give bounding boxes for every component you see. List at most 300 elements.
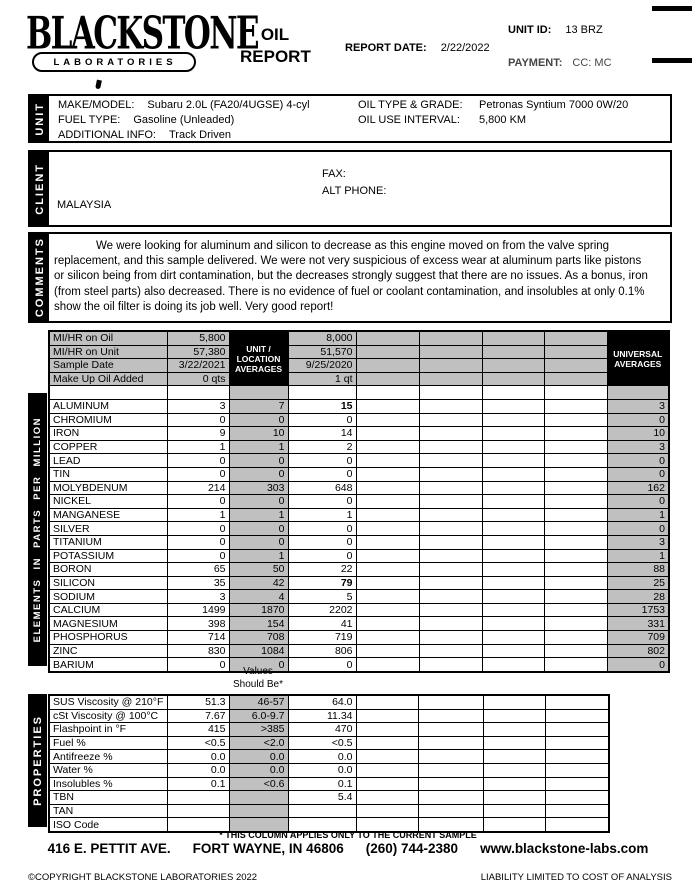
element-name: ZINC [49,644,167,658]
empty-cell [356,454,419,468]
cell-unit-loc-average: 0 [229,467,288,481]
cell-should-be: 0.0 [229,750,288,764]
element-name: TIN [49,467,167,481]
empty-cell [419,658,482,672]
should-be-header [212,666,304,691]
empty-cell [419,644,482,658]
empty-cell [356,427,419,441]
cell-previous: 11.34 [288,709,356,723]
empty-cell [419,495,482,509]
property-row [49,804,609,818]
empty-cell [483,791,545,805]
empty-cell [356,413,419,427]
liability-note: LIABILITY LIMITED TO COST OF ANALYSIS [480,872,672,883]
oil-interval-label: OIL USE INTERVAL: [358,114,460,126]
additional-info-value: Track Driven [169,129,231,141]
empty-cell [419,522,482,536]
cell-current: 714 [167,631,229,645]
empty-cell [356,723,418,737]
phone: (260) 744-2380 [365,841,459,856]
cell-previous: 1 [288,508,356,522]
empty-cell [419,331,482,345]
cell-previous: 806 [288,644,356,658]
empty-cell [418,777,483,791]
empty-cell [419,549,482,563]
cell-current: 1 [167,508,229,522]
property-name: SUS Viscosity @ 210°F [49,695,167,709]
report-date-value: 2/22/2022 [440,42,490,54]
empty-cell [483,750,545,764]
empty-cell [418,723,483,737]
cell-previous: 470 [288,723,356,737]
empty-cell [544,603,607,617]
empty-cell [545,736,609,750]
elements-meta-body [49,331,669,399]
cell-universal-average: 0 [607,413,669,427]
empty-cell [544,576,607,590]
cell-unit-loc-average: 0 [229,658,288,672]
element-name: NICKEL [49,495,167,509]
cell-unit-loc-average: 1 [229,440,288,454]
cell-current: 35 [167,576,229,590]
should-be-line2: Should Be* [232,678,284,690]
element-name: SILICON [49,576,167,590]
cell-previous: 0 [288,658,356,672]
cell-previous: 0 [288,522,356,536]
page-title [240,24,310,68]
empty-cell [482,427,544,441]
empty-cell [482,345,544,359]
empty-cell [544,481,607,495]
cell-universal-average: 28 [607,590,669,604]
element-name: BARIUM [49,658,167,672]
element-row [49,549,669,563]
cell-universal-average: 3 [607,535,669,549]
empty-cell [418,763,483,777]
property-row [49,763,609,777]
property-name: Insolubles % [49,777,167,791]
cell-previous: 15 [288,399,356,413]
empty-cell [544,563,607,577]
property-name: TAN [49,804,167,818]
make-model-label: MAKE/MODEL: [58,99,135,111]
empty-cell [544,508,607,522]
empty-cell [356,522,419,536]
cell-unit-loc-average: 0 [229,535,288,549]
oil-interval-value: 5,800 KM [479,114,527,126]
empty-cell [356,359,419,373]
cell-unit-loc-average: 0 [229,495,288,509]
cell-should-be: <2.0 [229,736,288,750]
element-row [49,644,669,658]
universal-averages-header: UNIVERSAL AVERAGES [607,331,669,386]
element-name: LEAD [49,454,167,468]
empty-cell [544,413,607,427]
cell-previous: 2202 [288,603,356,617]
element-row [49,658,669,672]
property-row [49,777,609,791]
cell-should-be [229,804,288,818]
meta-label: Make Up Oil Added [49,372,167,386]
element-row [49,481,669,495]
unit-fields-left [58,98,310,143]
empty-cell [482,508,544,522]
cell-previous: 719 [288,631,356,645]
element-name: ALUMINUM [49,399,167,413]
should-be-line1: Values [243,666,273,677]
empty-cell [482,399,544,413]
cell-current [167,804,229,818]
element-row [49,413,669,427]
property-row [49,709,609,723]
scan-mark-mid [652,58,692,63]
empty-cell [482,576,544,590]
element-row [49,590,669,604]
empty-cell [544,522,607,536]
cell-current: 214 [167,481,229,495]
cell-previous: 0.1 [288,777,356,791]
cell-previous: 14 [288,427,356,441]
cell-should-be: 6.0-9.7 [229,709,288,723]
empty-cell [419,535,482,549]
blackstone-logo [26,5,258,72]
meta-current: 5,800 [167,331,229,345]
elements-sidebar-label: ELEMENTS IN PARTS PER MILLION [32,416,43,643]
empty-cell [288,386,356,400]
spacer-row [49,386,669,400]
empty-cell [482,331,544,345]
cell-should-be: 46-57 [229,695,288,709]
meta-current: 57,380 [167,345,229,359]
property-row [49,736,609,750]
element-row [49,440,669,454]
property-name: cSt Viscosity @ 100°C [49,709,167,723]
empty-cell [356,563,419,577]
cell-current: 3 [167,399,229,413]
empty-cell [544,467,607,481]
page-title-line2: REPORT [240,47,311,66]
element-row [49,522,669,536]
empty-cell [545,763,609,777]
element-name: BORON [49,563,167,577]
cell-universal-average: 0 [607,522,669,536]
empty-cell [356,467,419,481]
cell-current: 1499 [167,603,229,617]
cell-current: 0 [167,495,229,509]
empty-cell [167,386,229,400]
client-sidebar [30,152,49,225]
empty-cell [419,467,482,481]
empty-cell [544,535,607,549]
comments-text: We were looking for aluminum and silicon to decrease as this engine moved on from the valve spring replacement, and this sample delivered. We were not very suspicious of excess wear at aluminum parts like pistons or silicon being from dirt contamination, but the decreases strongly suggest that there are no issues. As a bonus, iron (from steel parts) also decreased. There is no evidence of fuel or coolant contamination, and insolubles at only 0.1% show the oil filter is doing its job well. Very good report! [54,240,648,313]
cell-current: 9 [167,427,229,441]
cell-previous: 22 [288,563,356,577]
cell-current: 398 [167,617,229,631]
empty-cell [356,631,419,645]
empty-cell [419,590,482,604]
meta-row [49,372,669,386]
client-section [28,150,672,227]
empty-cell [544,331,607,345]
cell-should-be: >385 [229,723,288,737]
cell-unit-loc-average: 154 [229,617,288,631]
empty-cell [356,791,418,805]
empty-cell [607,386,669,400]
empty-cell [544,427,607,441]
empty-cell [356,617,419,631]
address-line [0,841,696,856]
empty-cell [544,359,607,373]
empty-cell [419,454,482,468]
empty-cell [418,804,483,818]
element-name: MAGNESIUM [49,617,167,631]
empty-cell [356,372,419,386]
property-name: Antifreeze % [49,750,167,764]
empty-cell [482,603,544,617]
cell-universal-average: 0 [607,454,669,468]
payment-label: PAYMENT: [508,57,563,69]
cell-universal-average: 331 [607,617,669,631]
cell-previous: 0 [288,535,356,549]
empty-cell [356,777,418,791]
cell-current: 0.0 [167,750,229,764]
unit-fields-right [358,98,628,128]
empty-cell [544,440,607,454]
unit-id [508,24,603,36]
empty-cell [229,386,288,400]
empty-cell [356,695,418,709]
unit-id-value: 13 BRZ [565,24,603,36]
unit-section [28,94,672,143]
meta-previous: 1 qt [288,372,356,386]
empty-cell [544,399,607,413]
cell-current: 0 [167,454,229,468]
empty-cell [482,658,544,672]
cell-unit-loc-average: 1084 [229,644,288,658]
cell-universal-average: 0 [607,495,669,509]
empty-cell [483,723,545,737]
cell-universal-average: 88 [607,563,669,577]
properties-body [49,695,609,832]
element-row [49,454,669,468]
cell-universal-average: 1753 [607,603,669,617]
empty-cell [482,617,544,631]
cell-unit-loc-average: 708 [229,631,288,645]
element-name: CHROMIUM [49,413,167,427]
empty-cell [356,658,419,672]
cell-should-be: <0.6 [229,777,288,791]
empty-cell [356,399,419,413]
empty-cell [482,481,544,495]
element-row [49,535,669,549]
copyright: ©COPYRIGHT BLACKSTONE LABORATORIES 2022 [28,872,258,883]
element-name: COPPER [49,440,167,454]
address-city: FORT WAYNE, IN 46806 [192,841,344,856]
cell-previous: 0 [288,454,356,468]
cell-unit-loc-average: 1 [229,549,288,563]
cell-current: 0.0 [167,763,229,777]
element-name: MANGANESE [49,508,167,522]
cell-previous: 0 [288,413,356,427]
cell-previous: 648 [288,481,356,495]
cell-current: 830 [167,644,229,658]
property-name: Flashpoint in °F [49,723,167,737]
empty-cell [545,709,609,723]
report-date [345,42,490,54]
empty-cell [482,440,544,454]
cell-previous: 79 [288,576,356,590]
empty-cell [418,791,483,805]
cell-unit-loc-average: 303 [229,481,288,495]
cell-current: 0 [167,549,229,563]
cell-previous [288,804,356,818]
empty-cell [356,535,419,549]
cell-unit-loc-average: 0 [229,522,288,536]
empty-cell [356,763,418,777]
empty-cell [483,763,545,777]
cell-previous: 5.4 [288,791,356,805]
empty-cell [419,427,482,441]
empty-cell [356,603,419,617]
element-row [49,427,669,441]
empty-cell [49,386,167,400]
cell-universal-average: 3 [607,399,669,413]
element-name: SILVER [49,522,167,536]
empty-cell [483,736,545,750]
element-name: CALCIUM [49,603,167,617]
cell-current: 0 [167,413,229,427]
cell-unit-loc-average: 0 [229,413,288,427]
meta-label: MI/HR on Oil [49,331,167,345]
empty-cell [356,709,418,723]
comments-sidebar [30,234,49,321]
cell-previous: 41 [288,617,356,631]
unit-sidebar-label: UNIT [33,101,46,136]
empty-cell [482,467,544,481]
cell-universal-average: 3 [607,440,669,454]
empty-cell [482,359,544,373]
empty-cell [483,695,545,709]
empty-cell [545,750,609,764]
properties-table [48,694,610,833]
make-model-value: Subaru 2.0L (FA20/4UGSE) 4-cyl [147,99,310,111]
empty-cell [356,331,419,345]
cell-universal-average: 0 [607,467,669,481]
meta-previous: 8,000 [288,331,356,345]
property-row [49,750,609,764]
property-name: TBN [49,791,167,805]
element-name: SODIUM [49,590,167,604]
empty-cell [482,631,544,645]
cell-previous: 0.0 [288,750,356,764]
elements-table [48,330,670,673]
empty-cell [544,617,607,631]
element-row [49,495,669,509]
cell-previous: 0 [288,467,356,481]
property-row [49,791,609,805]
empty-cell [482,413,544,427]
empty-cell [544,372,607,386]
empty-cell [482,454,544,468]
empty-cell [482,372,544,386]
footnote: * THIS COLUMN APPLIES ONLY TO THE CURRENT SAMPLE [219,830,477,840]
empty-cell [419,372,482,386]
meta-label: Sample Date [49,359,167,373]
cell-unit-loc-average: 10 [229,427,288,441]
address-street: 416 E. PETTIT AVE. [47,841,171,856]
empty-cell [356,495,419,509]
property-name: Fuel % [49,736,167,750]
empty-cell [356,345,419,359]
empty-cell [419,359,482,373]
cell-universal-average: 162 [607,481,669,495]
cell-previous: 64.0 [288,695,356,709]
cell-unit-loc-average: 4 [229,590,288,604]
empty-cell [356,549,419,563]
empty-cell [419,617,482,631]
empty-cell [419,603,482,617]
cell-current: <0.5 [167,736,229,750]
empty-cell [356,750,418,764]
scan-mark-top [652,6,692,11]
cell-universal-average: 10 [607,427,669,441]
empty-cell [544,345,607,359]
empty-cell [418,736,483,750]
empty-cell [419,413,482,427]
cell-unit-loc-average: 7 [229,399,288,413]
empty-cell [482,495,544,509]
cell-universal-average: 0 [607,658,669,672]
empty-cell [356,644,419,658]
meta-current: 3/22/2021 [167,359,229,373]
empty-cell [419,576,482,590]
cell-previous: 2 [288,440,356,454]
empty-cell [544,631,607,645]
report-date-label: REPORT DATE: [345,42,427,54]
comments-sidebar-label: COMMENTS [33,237,46,318]
cell-universal-average: 802 [607,644,669,658]
cell-current: 7.67 [167,709,229,723]
empty-cell [419,563,482,577]
cell-current: 51.3 [167,695,229,709]
cell-should-be [229,791,288,805]
meta-row [49,331,669,345]
cell-current: 3 [167,590,229,604]
payment [508,57,612,69]
cell-current: 1 [167,440,229,454]
empty-cell [545,695,609,709]
element-row [49,508,669,522]
client-contact [322,166,386,200]
empty-cell [356,508,419,522]
empty-cell [356,736,418,750]
empty-cell [545,777,609,791]
empty-cell [419,631,482,645]
element-row [49,576,669,590]
fax-label: FAX: [322,168,346,180]
cell-unit-loc-average: 1870 [229,603,288,617]
cell-previous: 0 [288,495,356,509]
properties-sidebar-label: PROPERTIES [31,715,44,806]
logo-laboratories-oval: LABORATORIES [32,52,196,72]
fuel-type-label: FUEL TYPE: [58,114,121,126]
empty-cell [544,495,607,509]
cell-current: 0 [167,467,229,481]
empty-cell [356,386,419,400]
cell-should-be: 0.0 [229,763,288,777]
empty-cell [544,590,607,604]
meta-current: 0 qts [167,372,229,386]
